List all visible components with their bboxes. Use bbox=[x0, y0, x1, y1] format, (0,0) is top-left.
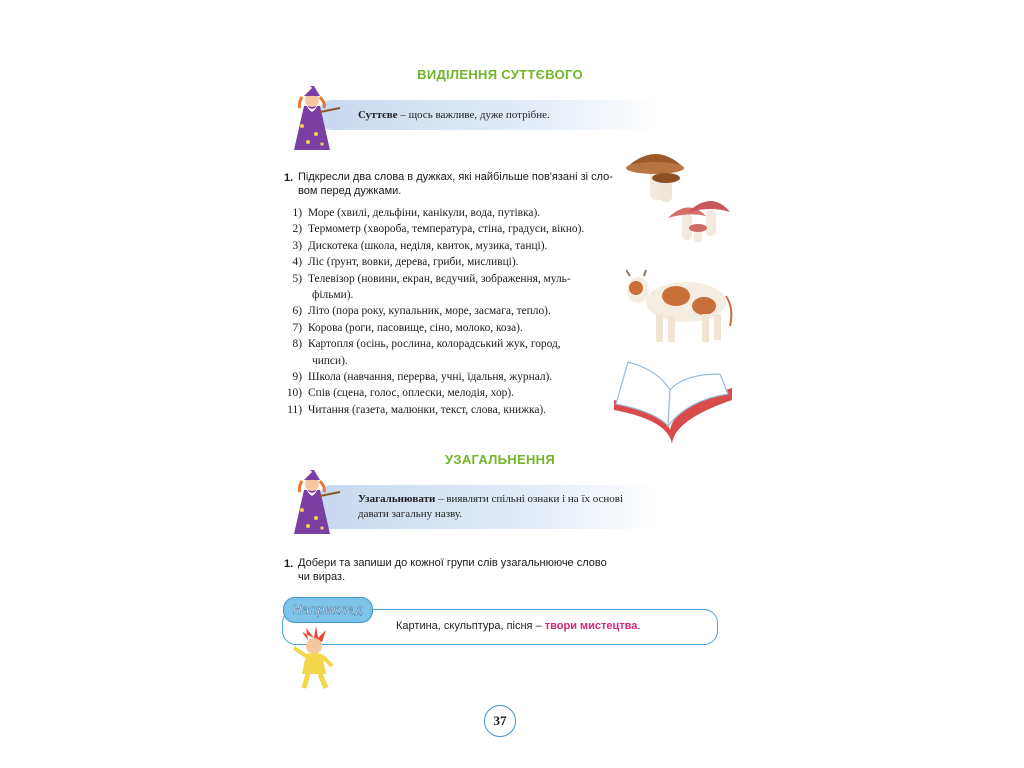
task-instruction-1: Підкресли два слова в дужках, які найбільше пов'язані зі сло- вом перед дужками. bbox=[298, 171, 613, 197]
list-item-number: 2) bbox=[292, 223, 302, 236]
task-number-1: 1. bbox=[284, 172, 294, 184]
list-item bbox=[282, 254, 622, 270]
list-item-number: 9) bbox=[292, 371, 302, 384]
cow-icon bbox=[626, 266, 736, 346]
list-item bbox=[282, 320, 622, 336]
list-item bbox=[282, 303, 622, 319]
example-tag: Наприклад bbox=[283, 597, 373, 623]
word-list bbox=[282, 205, 622, 418]
section-heading-essential: ВИДІЛЕННЯ СУТТЄВОГО bbox=[417, 67, 583, 82]
list-item bbox=[282, 238, 622, 254]
list-item-text: Картопля (осінь, рослина, колорадський жук, город, bbox=[308, 338, 561, 351]
list-item-text: Літо (пора року, купальник, море, засмага, тепло). bbox=[308, 305, 551, 318]
list-item-text: чипси). bbox=[312, 354, 348, 367]
list-item-text: Термометр (хвороба, температура, стіна, градуси, вікно). bbox=[308, 223, 585, 236]
list-item-number: 6) bbox=[292, 305, 302, 318]
mushrooms-icon bbox=[622, 148, 732, 248]
wizard-icon bbox=[280, 470, 342, 536]
book-icon bbox=[608, 360, 738, 448]
list-item bbox=[282, 221, 622, 237]
list-item bbox=[282, 402, 622, 418]
list-item-number: 4) bbox=[292, 256, 302, 269]
list-item-number: 10) bbox=[286, 387, 302, 400]
definition-text-essential: Суттєве – щось важливе, дуже потрібне. bbox=[358, 109, 550, 121]
section-heading-generalization: УЗАГАЛЬНЕННЯ bbox=[445, 452, 555, 467]
list-item-text: Школа (навчання, перерва, учні, їдальня, журнал). bbox=[308, 371, 553, 384]
list-item-number: 5) bbox=[292, 272, 302, 285]
list-item-text: Телевізор (новини, екран, вєдучий, зображення, муль- bbox=[308, 272, 571, 285]
wizard-icon bbox=[280, 86, 342, 152]
task-instruction-2: Добери та запиши до кожної групи слів узагальнююче слово чи вираз. bbox=[298, 557, 607, 583]
list-item-number: 3) bbox=[292, 239, 302, 252]
example-text: Картина, скульптура, пісня – твори мистецтва. bbox=[396, 620, 641, 632]
list-item-text: Дискотека (школа, неділя, квиток, музика, танці). bbox=[308, 239, 548, 252]
list-item-number: 7) bbox=[292, 321, 302, 334]
list-item-text: фільми). bbox=[312, 289, 354, 302]
list-item-text: Ліс (ґрунт, вовки, дерева, гриби, мисливці). bbox=[308, 256, 519, 269]
list-item-text: Читання (газета, малюнки, текст, слова, книжка). bbox=[308, 403, 547, 416]
list-item bbox=[282, 336, 622, 369]
page-number: 37 bbox=[484, 705, 516, 737]
definition-text-generalization: Узагальнювати – виявляти спільні ознаки і на їх основі давати загальну назву. bbox=[358, 493, 624, 520]
list-item bbox=[282, 369, 622, 385]
list-item bbox=[282, 205, 622, 221]
list-item-text: Море (хвилі, дельфіни, канікули, вода, путівка). bbox=[308, 207, 541, 219]
list-item bbox=[282, 271, 622, 304]
task-number-2: 1. bbox=[284, 558, 294, 570]
list-item-text: Корова (роги, пасовище, сіно, молоко, коза). bbox=[308, 321, 523, 334]
list-item-text: Спів (сцена, голос, оплески, мелодія, хор). bbox=[308, 387, 514, 400]
list-item-number: 8) bbox=[292, 338, 302, 351]
list-item-number: 1) bbox=[292, 207, 302, 219]
cartoon-kid-icon bbox=[286, 626, 338, 690]
list-item-number: 11) bbox=[287, 403, 302, 416]
list-item bbox=[282, 385, 622, 401]
